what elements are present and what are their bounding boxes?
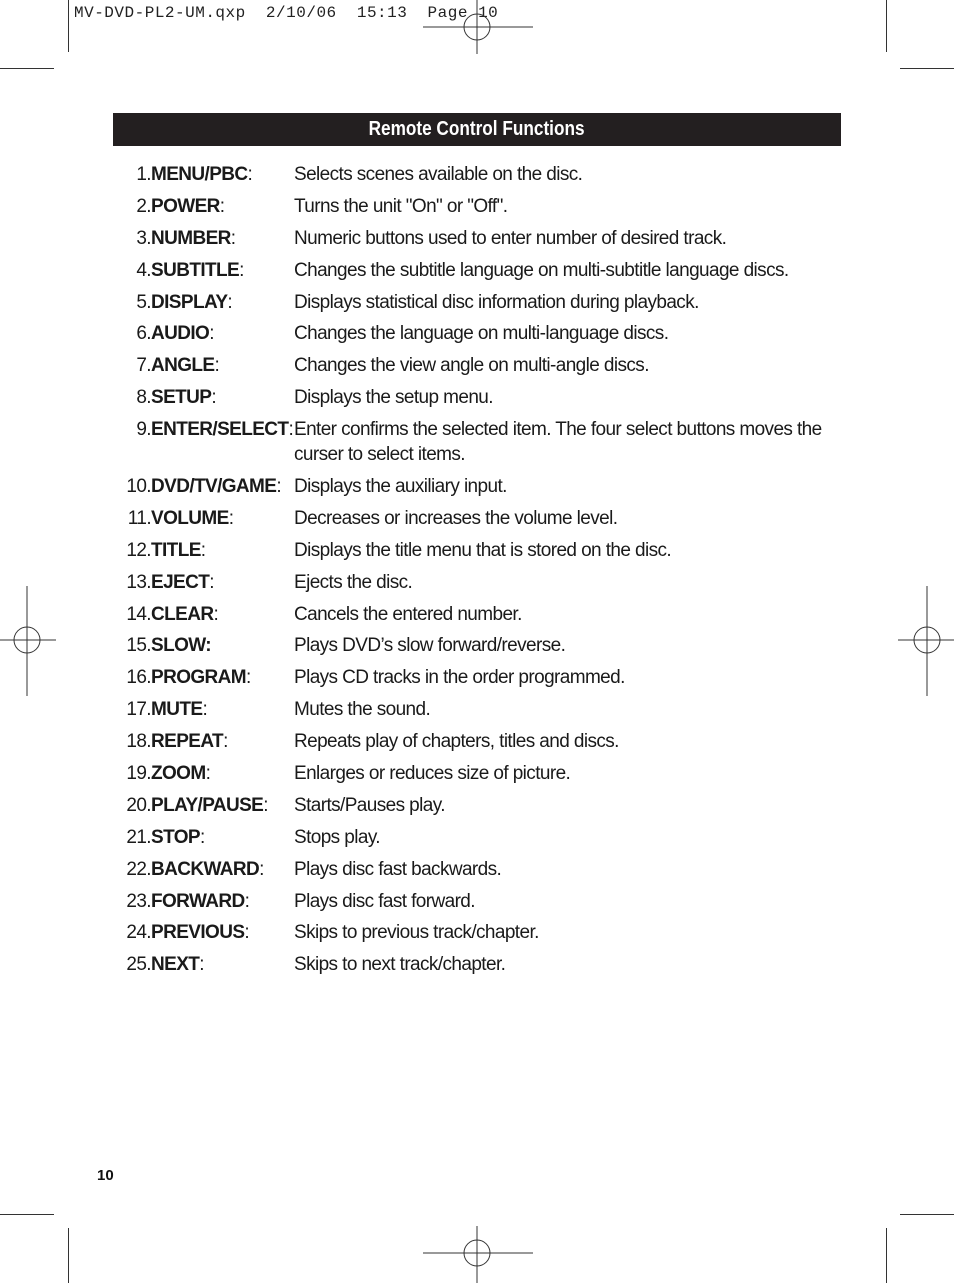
item-key-name: POWER — [151, 195, 220, 217]
item-key-name: REPEAT — [151, 731, 224, 753]
item-key-separator: : — [199, 954, 204, 976]
item-number: 3. — [136, 227, 151, 249]
item-key — [151, 258, 294, 283]
item-key — [151, 162, 294, 187]
item-key-separator: : — [202, 699, 208, 721]
list-item — [113, 226, 841, 251]
list-item — [113, 602, 841, 627]
item-number: 25. — [126, 954, 151, 976]
item-number: 14. — [126, 603, 151, 625]
item-key-separator: : — [276, 476, 282, 498]
item-description: Plays CD tracks in the order programmed. — [294, 667, 625, 689]
list-item — [113, 321, 841, 346]
item-key — [151, 194, 294, 219]
item-description: Changes the language on multi-language discs. — [294, 323, 669, 345]
item-key-separator: : — [200, 826, 205, 848]
crop-mark — [900, 1214, 954, 1215]
item-key-separator: : — [200, 539, 206, 561]
list-item — [113, 506, 841, 531]
list-item — [113, 952, 841, 977]
item-key-name: PROGRAM — [151, 667, 247, 689]
item-key — [151, 538, 294, 563]
item-key-name: EJECT — [151, 571, 210, 593]
item-key — [151, 226, 294, 251]
item-key-separator: : — [263, 794, 268, 816]
item-description: Numeric buttons used to enter number of desired track. — [294, 227, 727, 249]
item-key-name: NUMBER — [151, 227, 231, 249]
item-key-separator: : — [209, 571, 214, 593]
item-key-separator: : — [244, 890, 250, 912]
item-key-name: CLEAR — [151, 603, 214, 625]
item-description: Plays DVD’s slow forward/reverse. — [294, 635, 566, 657]
item-number: 9. — [136, 419, 151, 441]
item-description: Repeats play of chapters, titles and discs. — [294, 731, 619, 753]
item-key-separator: : — [205, 763, 211, 785]
list-item — [113, 665, 841, 690]
item-number: 19. — [126, 763, 151, 785]
crop-mark — [68, 0, 69, 52]
function-list — [113, 162, 841, 984]
crop-mark — [900, 68, 954, 69]
item-number: 10. — [126, 476, 151, 498]
item-key-name: NEXT — [151, 954, 200, 976]
registration-mark-icon — [423, 0, 533, 56]
item-key-name: PREVIOUS — [151, 922, 245, 944]
registration-mark-icon — [423, 1226, 533, 1283]
item-key-name: FORWARD — [151, 890, 245, 912]
list-item — [113, 889, 841, 914]
item-key-name: ANGLE — [151, 355, 215, 377]
item-number: 1. — [136, 164, 151, 185]
item-number: 23. — [126, 890, 151, 912]
item-key-separator: : — [228, 507, 234, 529]
item-key — [151, 920, 294, 945]
item-key-name: SUBTITLE — [151, 259, 240, 281]
item-key-separator: : — [247, 164, 253, 185]
page-number: 10 — [97, 1167, 114, 1184]
item-key-separator: : — [219, 195, 225, 217]
item-number: 4. — [136, 259, 151, 281]
list-item — [113, 194, 841, 219]
item-key-name: TITLE — [151, 539, 201, 561]
list-item — [113, 290, 841, 315]
list-item — [113, 793, 841, 818]
item-key-separator: : — [246, 667, 251, 689]
item-key-name: STOP — [151, 826, 200, 848]
item-number: 21. — [126, 826, 151, 848]
item-key — [151, 761, 294, 786]
item-number: 20. — [126, 794, 151, 816]
item-key — [151, 665, 294, 690]
crop-mark — [0, 68, 54, 69]
crop-mark — [886, 1228, 887, 1283]
list-item — [113, 697, 841, 722]
item-description: Changes the view angle on multi-angle discs. — [294, 355, 649, 377]
item-key — [151, 353, 294, 378]
item-description: Enter confirms the selected item. The four select buttons moves the curser to select items. — [294, 419, 822, 466]
item-key-name: MENU/PBC — [151, 164, 248, 185]
item-key — [151, 857, 294, 882]
item-key-separator: : — [230, 227, 236, 249]
item-key-name: VOLUME — [151, 507, 229, 529]
item-number: 8. — [136, 387, 151, 409]
item-description: Starts/Pauses play. — [294, 794, 445, 816]
section-title: Remote Control Functions — [369, 118, 585, 140]
crop-mark — [0, 1214, 54, 1215]
item-key-separator: : — [214, 355, 220, 377]
item-key — [151, 417, 294, 442]
item-key-separator: : — [211, 387, 217, 409]
item-description: Cancels the entered number. — [294, 603, 522, 625]
list-item — [113, 417, 841, 467]
item-key — [151, 633, 294, 658]
item-key — [151, 952, 294, 977]
list-item — [113, 538, 841, 563]
item-number: 18. — [126, 731, 151, 753]
item-description: Changes the subtitle language on multi-subtitle language discs. — [294, 259, 789, 281]
item-key — [151, 825, 294, 850]
item-key-name: AUDIO — [151, 323, 210, 345]
item-key-name: ZOOM — [151, 763, 206, 785]
item-key-separator: : — [244, 922, 250, 944]
item-key — [151, 474, 294, 499]
list-item — [113, 920, 841, 945]
item-key-name: BACKWARD — [151, 858, 260, 880]
item-number: 7. — [136, 355, 151, 377]
item-key — [151, 290, 294, 315]
item-key-separator: : — [223, 731, 228, 753]
item-key — [151, 506, 294, 531]
item-description: Displays the setup menu. — [294, 387, 493, 409]
item-key-separator: : — [259, 858, 264, 880]
item-description: Decreases or increases the volume level. — [294, 507, 618, 529]
list-item — [113, 258, 841, 283]
item-description: Turns the unit "On" or "Off". — [294, 195, 508, 217]
item-description: Selects scenes available on the disc. — [294, 164, 583, 185]
item-description: Stops play. — [294, 826, 380, 848]
item-key-name: PLAY/PAUSE — [151, 794, 264, 816]
list-item — [113, 633, 841, 658]
item-description: Displays the title menu that is stored on the disc. — [294, 539, 672, 561]
item-description: Displays the auxiliary input. — [294, 476, 507, 498]
section-header — [113, 113, 841, 146]
list-item — [113, 825, 841, 850]
item-number: 12. — [126, 539, 151, 561]
item-key-name: SLOW: — [151, 635, 211, 657]
item-key — [151, 570, 294, 595]
item-description: Plays disc fast forward. — [294, 890, 475, 912]
item-key-separator: : — [209, 323, 214, 345]
item-key-name: MUTE — [151, 699, 203, 721]
item-key-separator: : — [227, 291, 233, 313]
item-number: 16. — [126, 667, 151, 689]
list-item — [113, 474, 841, 499]
item-number: 24. — [126, 922, 151, 944]
item-key-name: DISPLAY — [151, 291, 228, 313]
registration-mark-icon — [0, 586, 56, 696]
list-item — [113, 353, 841, 378]
item-description: Plays disc fast backwards. — [294, 858, 502, 880]
item-number: 13. — [126, 571, 151, 593]
list-item — [113, 162, 841, 187]
item-description: Enlarges or reduces size of picture. — [294, 763, 571, 785]
item-key — [151, 793, 294, 818]
item-key — [151, 321, 294, 346]
item-number: 17. — [126, 699, 151, 721]
list-item — [113, 570, 841, 595]
item-number: 11. — [127, 507, 151, 529]
item-number: 2. — [136, 195, 151, 217]
item-key-separator: : — [213, 603, 219, 625]
item-key-name: SETUP — [151, 387, 212, 409]
item-key — [151, 729, 294, 754]
item-description: Displays statistical disc information during playback. — [294, 291, 699, 313]
crop-mark — [68, 1228, 69, 1283]
list-item — [113, 729, 841, 754]
item-number: 22. — [126, 858, 151, 880]
registration-mark-icon — [898, 586, 954, 696]
item-key-name: DVD/TV/GAME — [151, 476, 277, 498]
item-number: 15. — [126, 635, 151, 657]
item-number: 5. — [136, 291, 151, 313]
item-key-name: ENTER/SELECT — [151, 419, 289, 441]
item-key — [151, 697, 294, 722]
list-item — [113, 761, 841, 786]
item-key-separator: : — [239, 259, 244, 281]
item-description: Mutes the sound. — [294, 699, 431, 721]
item-key — [151, 385, 294, 410]
item-number: 6. — [136, 323, 151, 345]
crop-mark — [886, 0, 887, 52]
item-description: Skips to previous track/chapter. — [294, 922, 539, 944]
item-description: Ejects the disc. — [294, 571, 413, 593]
print-slug: MV-DVD-PL2-UM.qxp 2/10/06 15:13 Page 10 — [74, 4, 499, 22]
item-key-separator: : — [288, 419, 294, 441]
list-item — [113, 385, 841, 410]
item-key — [151, 889, 294, 914]
item-key — [151, 602, 294, 627]
list-item — [113, 857, 841, 882]
item-description: Skips to next track/chapter. — [294, 954, 506, 976]
